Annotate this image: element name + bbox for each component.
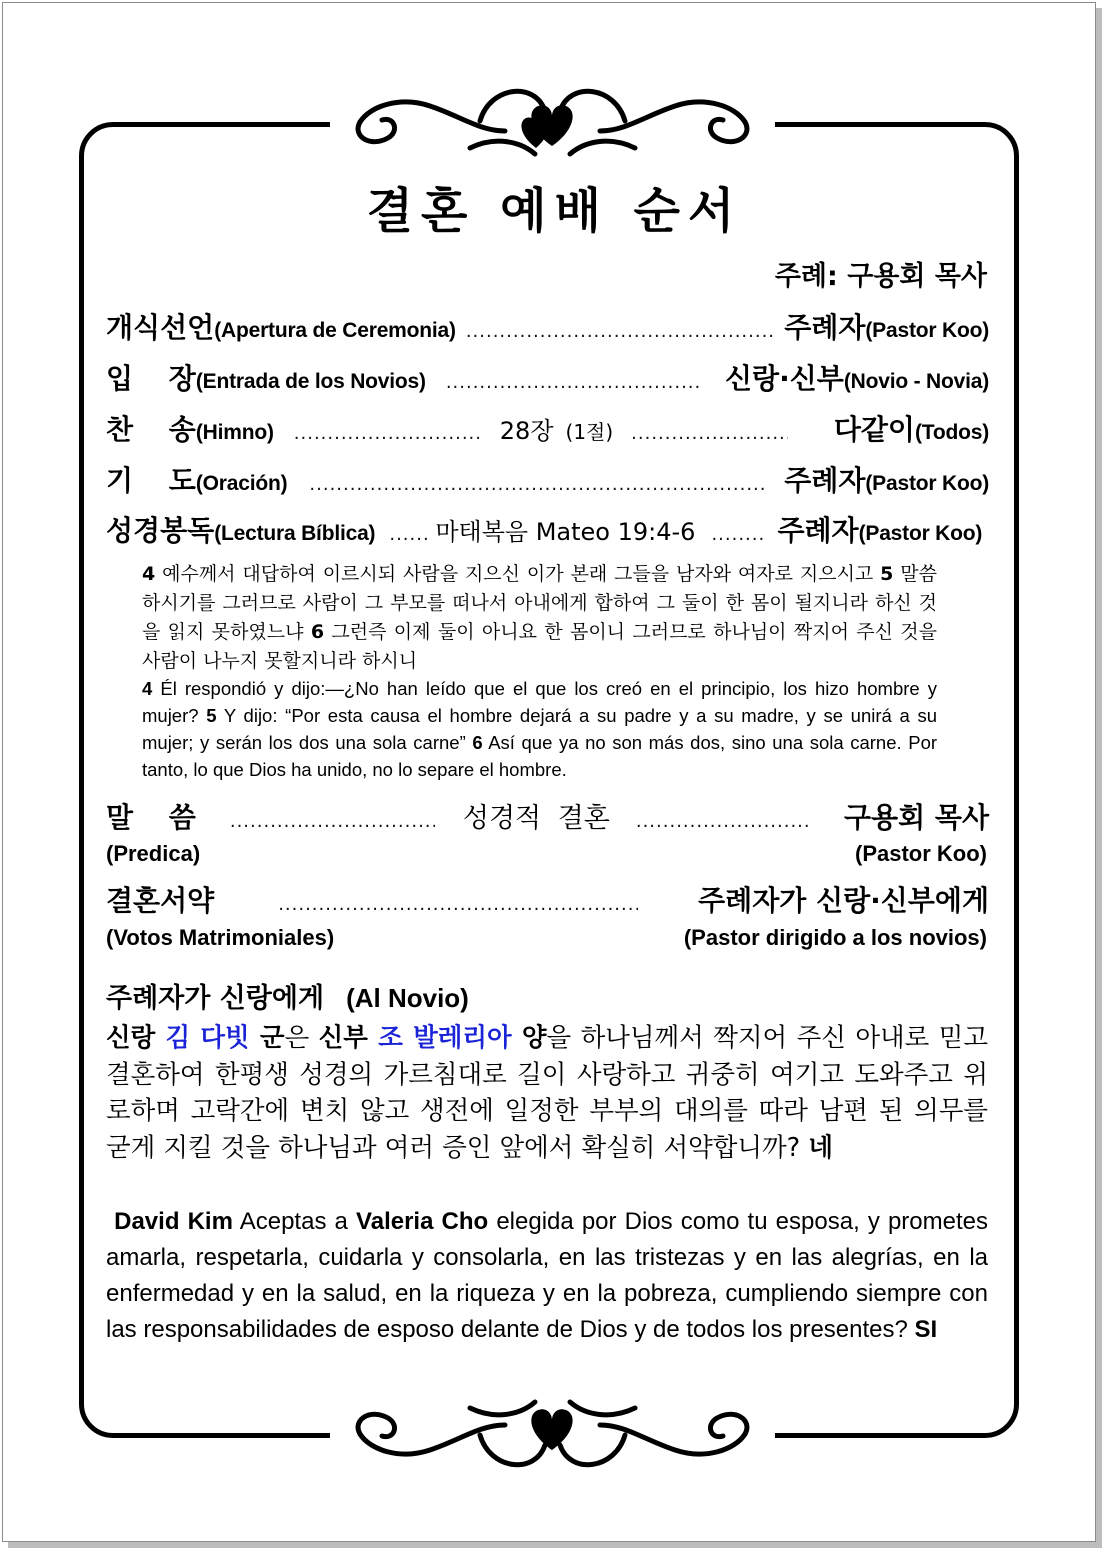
groom-name-es: David Kim [114, 1208, 233, 1235]
vows-label-ko: 결혼서약 [106, 884, 215, 917]
sermon-preacher: 구용회 목사 [844, 801, 989, 834]
verse-number: 4 [142, 563, 156, 585]
heading-es: (Al Novio) [346, 983, 469, 1013]
verse-text: 말씀하시기를 그러므로 사람이 그 부모를 떠나서 아내에게 합하여 그 둘이 한 몸이 될지니라 하신 것을 읽지 못하였느냐 [142, 563, 937, 643]
sermon-row [106, 796, 989, 836]
sermon-label-ko: 말 씀 [106, 801, 196, 834]
leader-dots [466, 321, 774, 342]
program-role-ko: 다같이 [833, 413, 915, 446]
particle: 은 [284, 1023, 319, 1053]
verse-number: 6 [472, 732, 483, 753]
vow-text: 을 하나님께서 짝지어 주신 아내로 믿고 결혼하여 한평생 성경의 가르침대로 길이 사랑하고 귀중히 여기고 도와주고 위로하며 고락간에 변치 않고 생전에 일정한 부부의 대의를 따라 남편 된 의무를 굳게 지킬 것을 하나님과 여러 증인 앞에서 확실히 서약합니까? [106, 1023, 988, 1163]
heading-ko: 주례자가 신랑에게 [106, 983, 325, 1014]
groom-vow-heading [106, 976, 469, 1015]
program-role-es: (Todos) [914, 421, 989, 444]
vow-answer: SI [914, 1316, 938, 1343]
program-role-ko: 주례자 [777, 514, 859, 547]
verse-text: 그런즉 이제 둘이 아니요 한 몸이니 그러므로 하나님이 짝지어 주신 것을 사람이 나누지 못할지니라 하시니 [142, 621, 938, 672]
program-item-ko: 성경봉독 [106, 514, 215, 547]
program-item-es: (Oración) [195, 472, 288, 495]
vow-text: Aceptas a [232, 1208, 357, 1235]
bride-suffix: 양 [511, 1023, 547, 1053]
verse-text: Y dijo: “Por esta causa el hombre dejará a su padre y a su madre, y se unirá a su mujer; y serán los dos una sola carne” [142, 705, 937, 753]
program-row [106, 509, 989, 549]
leader-dots [711, 524, 763, 545]
program-role-es: (Pastor Koo) [865, 472, 989, 495]
vow-text: elegida por Dios como tu esposa, y prometes amarla, respetarla, cuidarla y consolarla, en las tristezas y en las alegrías, en la enfermedad y en la salud, en la riqueza y en la pobreza, cumpliendo siempre con las responsabilidades de esposo delante de Dios y de todos los presentes? [106, 1208, 989, 1343]
leader-dots [631, 423, 788, 444]
hymn-number: 28장 [499, 417, 554, 445]
hymn-verse: (1절) [565, 420, 614, 444]
leader-dots [389, 524, 431, 545]
program-role-ko: 신랑·신부 [724, 362, 844, 395]
program-row [106, 357, 989, 397]
verse-number: 5 [206, 705, 217, 726]
program-item-ko: 개식선언 [106, 311, 215, 344]
program-item-ko: 입 장 [106, 362, 196, 395]
leader-dots [278, 894, 638, 915]
verse-text: 예수께서 대답하여 이르시되 사람을 지으신 이가 본래 그들을 남자와 여자로 지으시고 [155, 563, 881, 585]
scripture-text-spanish [142, 675, 937, 783]
program-item-ko: 기 도 [106, 464, 196, 497]
program-item-es: (Apertura de Ceremonia) [214, 319, 456, 342]
scroll-heart-ornament-bottom [330, 1398, 775, 1480]
program-row [106, 459, 989, 499]
verse-text: Así que ya no son más dos, sino una sola carne. Por tanto, lo que Dios ha unido, no lo separe el hombre. [142, 732, 938, 780]
groom-title: 신랑 [106, 1023, 166, 1053]
heart-icon [531, 1409, 572, 1450]
leader-dots [294, 423, 480, 444]
vows-row [106, 879, 989, 919]
groom-suffix: 군 [249, 1023, 285, 1053]
program-item-es: (Lectura Bíblica) [214, 522, 376, 545]
scroll-heart-ornament-top [330, 76, 775, 158]
bride-name-es: Valeria Cho [356, 1208, 489, 1235]
bride-name: 조 발레리아 [378, 1023, 512, 1053]
groom-vow-korean [106, 1020, 988, 1166]
leader-dots [636, 811, 810, 832]
vows-role-es: (Pastor dirigido a los novios) [683, 925, 987, 950]
program-row [106, 306, 989, 346]
program-item-es: (Himno) [195, 421, 274, 444]
verse-text: Él respondió y dijo:—¿No han leído que el que los creó en el principio, los hizo hombre y mujer? [142, 678, 937, 726]
program-role-ko: 주례자 [784, 311, 866, 344]
sermon-label-es: (Predica) [106, 841, 201, 866]
program-item-ko: 찬 송 [106, 413, 196, 446]
scripture-text-korean [142, 560, 937, 676]
verse-number: 6 [310, 621, 325, 643]
program-role-es: (Pastor Koo) [865, 319, 989, 342]
officiant-line: 주례: 구용회 목사 [774, 261, 987, 292]
groom-vow-spanish [106, 1204, 988, 1348]
program-role-ko: 주례자 [784, 464, 866, 497]
vows-label-es: (Votos Matrimoniales) [106, 925, 335, 950]
bride-title: 신부 [318, 1023, 379, 1053]
leader-dots [309, 474, 766, 495]
program-role-es: (Pastor Koo) [858, 522, 983, 545]
sermon-preacher-es: (Pastor Koo) [855, 841, 987, 866]
verse-number: 5 [880, 563, 894, 585]
groom-name: 김 다빗 [165, 1023, 250, 1053]
leader-dots [230, 811, 435, 832]
program-row [106, 408, 989, 448]
page-title: 결혼 예배 순서 [366, 183, 743, 239]
program-item-es: (Entrada de los Novios) [195, 370, 426, 393]
verse-number: 4 [142, 678, 153, 699]
leader-dots [446, 372, 699, 393]
vows-role-ko: 주례자가 신랑·신부에게 [698, 884, 989, 917]
vow-answer: 네 [808, 1132, 833, 1163]
scripture-reference: 마태복음 Mateo 19:4-6 [435, 518, 696, 546]
sermon-title: 성경적 결혼 [462, 803, 610, 834]
program-role-es: (Novio - Novia) [843, 370, 989, 393]
